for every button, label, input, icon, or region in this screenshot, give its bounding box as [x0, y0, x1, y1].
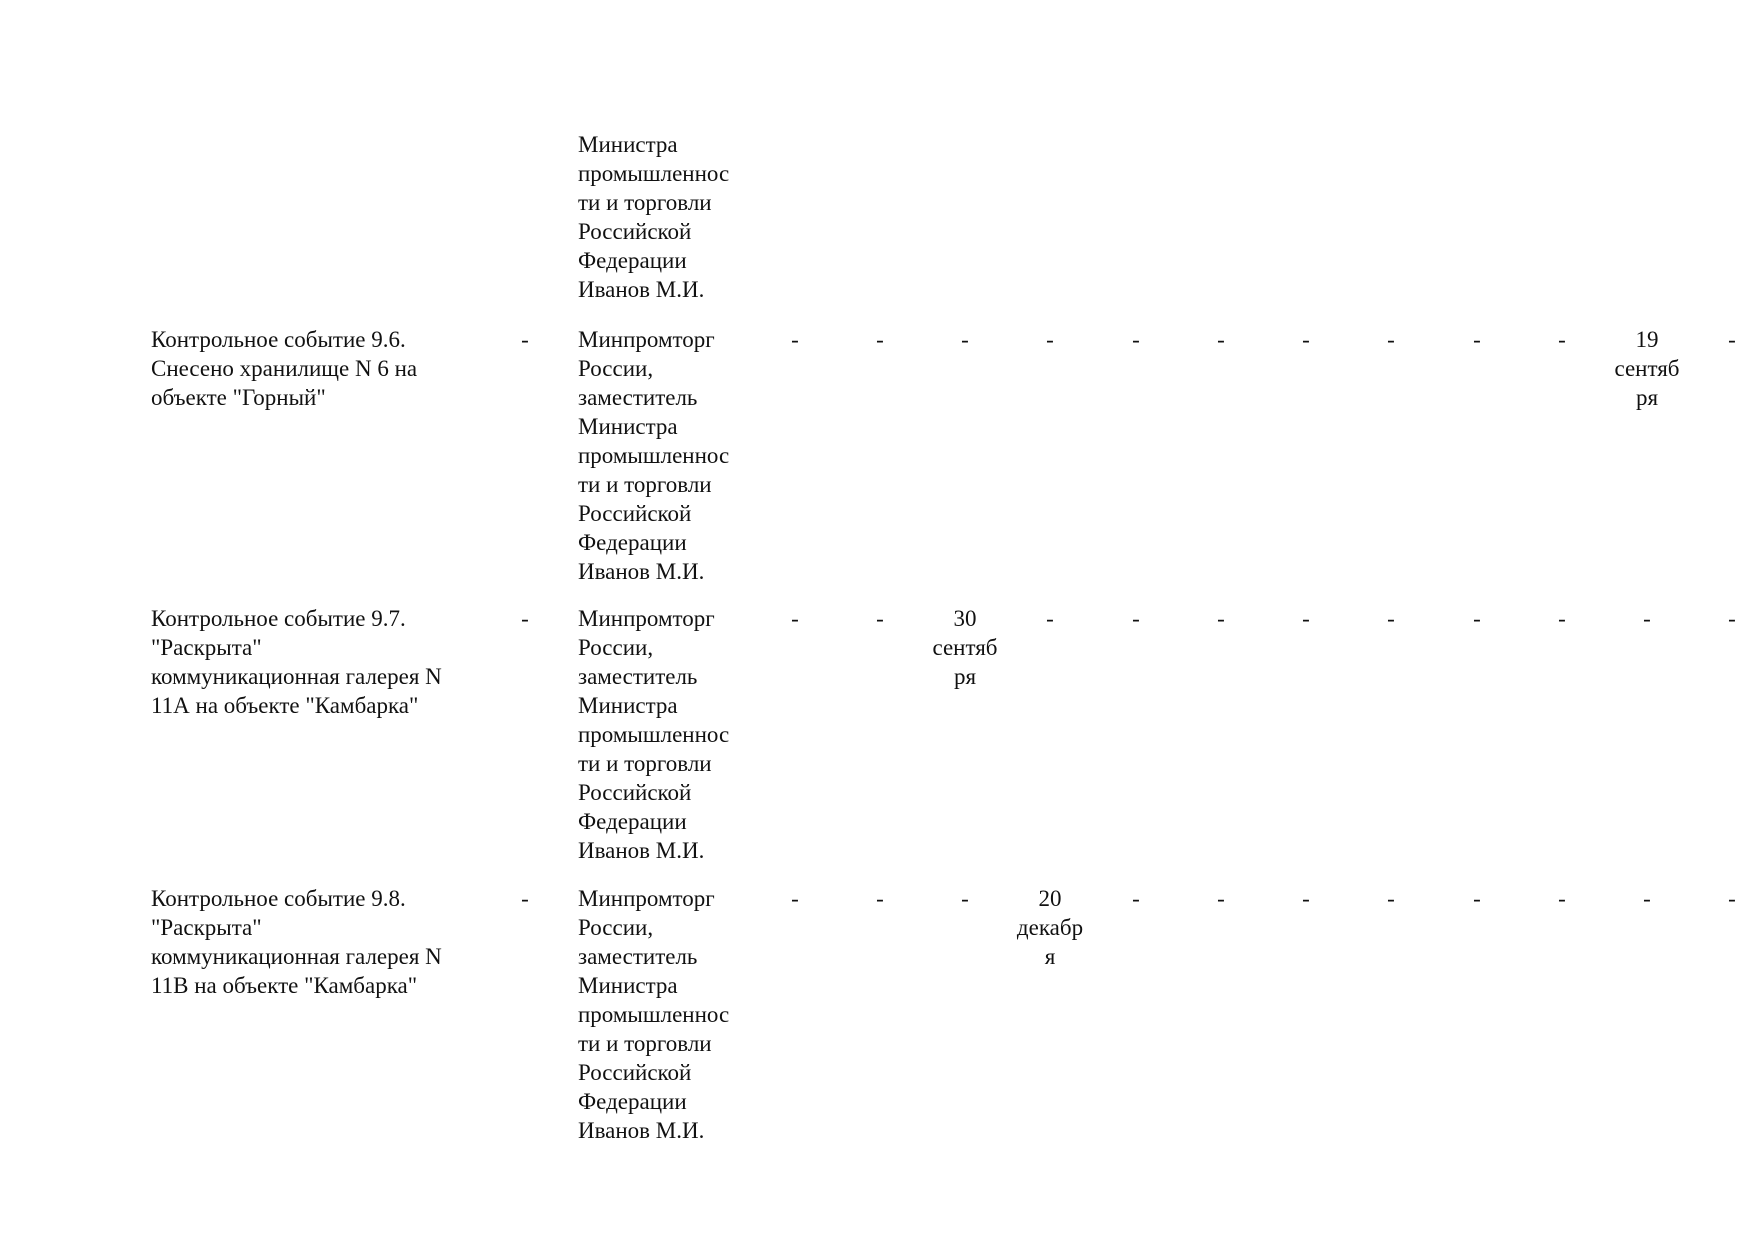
period-cell-date: 20 декабр я [1016, 886, 1084, 969]
period-cell: - [1132, 606, 1140, 631]
period-cell-date: 30 сентяб ря [932, 606, 998, 689]
column-2-value: - [521, 327, 529, 352]
period-cell: - [791, 606, 799, 631]
period-cell: - [1558, 886, 1566, 911]
period-cell: - [1302, 606, 1310, 631]
period-cell: - [961, 327, 969, 352]
responsible-executor: Минпромторг России, заместитель Министра промышленнос ти и торговли Российской Федерации Иванов М.И. [578, 327, 730, 584]
event-description: Контрольное событие 9.7. "Раскрыта" коммуникационная галерея N 11А на объекте "Камбарка" [151, 606, 442, 718]
responsible-executor: Минпромторг России, заместитель Министра промышленнос ти и торговли Российской Федерации Иванов М.И. [578, 886, 730, 1143]
period-cell: - [1217, 886, 1225, 911]
period-cell: - [1473, 886, 1481, 911]
period-cell: - [876, 327, 884, 352]
period-cell-date: 19 сентяб ря [1614, 327, 1680, 410]
period-cell: - [1217, 327, 1225, 352]
event-description: Контрольное событие 9.8. "Раскрыта" коммуникационная галерея N 11В на объекте "Камбарка" [151, 886, 442, 998]
period-cell: - [1302, 327, 1310, 352]
period-cell: - [1728, 606, 1736, 631]
responsible-executor: Минпромторг России, заместитель Министра промышленнос ти и торговли Российской Федерации Иванов М.И. [578, 606, 730, 863]
period-cell: - [1387, 327, 1395, 352]
period-cell: - [1046, 606, 1054, 631]
period-cell: - [1643, 886, 1651, 911]
period-cell: - [791, 327, 799, 352]
period-cell: - [876, 886, 884, 911]
period-cell: - [1728, 327, 1736, 352]
event-description: Контрольное событие 9.6. Снесено хранилище N 6 на объекте "Горный" [151, 327, 418, 410]
period-cell: - [1302, 886, 1310, 911]
period-cell: - [1387, 606, 1395, 631]
period-cell: - [1132, 886, 1140, 911]
period-cell: - [1217, 606, 1225, 631]
column-2-value: - [521, 606, 529, 631]
period-cell: - [1728, 886, 1736, 911]
period-cell: - [1473, 327, 1481, 352]
period-cell: - [1132, 327, 1140, 352]
period-cell: - [1643, 606, 1651, 631]
period-cell: - [1558, 327, 1566, 352]
period-cell: - [876, 606, 884, 631]
period-cell: - [961, 886, 969, 911]
period-cell: - [1387, 886, 1395, 911]
responsible-continuation: Министра промышленнос ти и торговли Российской Федерации Иванов М.И. [578, 132, 730, 302]
period-cell: - [1046, 327, 1054, 352]
period-cell: - [1473, 606, 1481, 631]
column-2-value: - [521, 886, 529, 911]
period-cell: - [791, 886, 799, 911]
period-cell: - [1558, 606, 1566, 631]
